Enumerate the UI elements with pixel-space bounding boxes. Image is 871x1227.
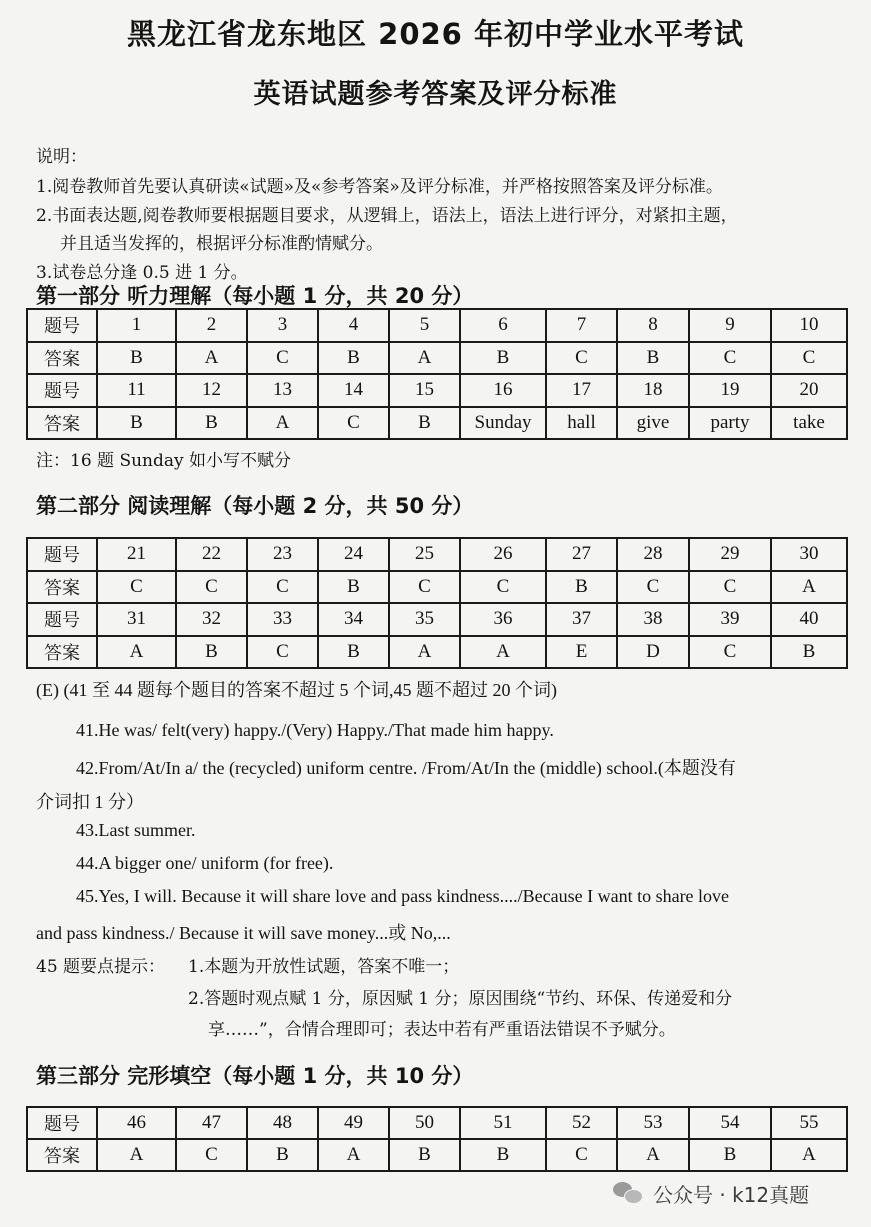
question-number-cell: 11 [97, 374, 176, 407]
question-number-cell: 36 [460, 603, 546, 636]
answer-cell: A [176, 342, 247, 375]
answer-cell: C [247, 571, 318, 604]
part1-answer-table [26, 308, 848, 440]
answer-cell: B [460, 1139, 546, 1171]
answer-cell: hall [546, 407, 617, 440]
answer-42: 42.From/At/In a/ the (recycled) uniform centre. /From/At/In the (middle) school.(本题没有 [76, 758, 736, 778]
answer-cell: C [771, 342, 847, 375]
question-number-cell: 18 [617, 374, 689, 407]
answer-cell: B [247, 1139, 318, 1171]
q45-tip-2: 2.答题时观点赋 1 分，原因赋 1 分；原因围绕“节约、环保、传递爱和分 [188, 989, 733, 1009]
answer-cell: Sunday [460, 407, 546, 440]
answer-cell: A [771, 571, 847, 604]
part1-note: 注：16 题 Sunday 如小写不赋分 [36, 451, 292, 471]
question-number-cell: 55 [771, 1107, 847, 1139]
question-number-cell: 17 [546, 374, 617, 407]
question-number-cell: 13 [247, 374, 318, 407]
question-number-cell: 49 [318, 1107, 389, 1139]
answer-cell: B [689, 1139, 771, 1171]
answer-45-cont: and pass kindness./ Because it will save money...或 No,... [36, 923, 451, 943]
question-number-cell: 26 [460, 538, 546, 571]
question-number-cell: 50 [389, 1107, 460, 1139]
question-number-cell: 25 [389, 538, 460, 571]
answer-cell: A [389, 636, 460, 669]
table-row [27, 538, 847, 571]
answer-cell: A [771, 1139, 847, 1171]
table-row [27, 342, 847, 375]
question-number-cell: 8 [617, 309, 689, 342]
q45-tip-1: 1.本题为开放性试题，答案不唯一； [188, 957, 460, 977]
part2-heading: 第二部分 阅读理解（每小题 2 分，共 50 分） [36, 494, 474, 518]
part3-answer-table [26, 1106, 848, 1172]
answer-cell: B [318, 342, 389, 375]
answer-cell: C [546, 1139, 617, 1171]
question-number-cell: 31 [97, 603, 176, 636]
question-number-cell: 6 [460, 309, 546, 342]
part3-heading: 第三部分 完形填空（每小题 1 分，共 10 分） [36, 1064, 474, 1088]
question-number-cell: 9 [689, 309, 771, 342]
answer-cell: C [247, 636, 318, 669]
answer-cell: A [97, 636, 176, 669]
answer-cell: take [771, 407, 847, 440]
answer-cell: B [389, 407, 460, 440]
question-number-cell: 48 [247, 1107, 318, 1139]
q45-tip-label: 45 题要点提示： [36, 957, 166, 977]
question-number-cell: 16 [460, 374, 546, 407]
answer-cell: give [617, 407, 689, 440]
answer-cell: C [389, 571, 460, 604]
question-number-cell: 5 [389, 309, 460, 342]
answer-cell: party [689, 407, 771, 440]
answer-cell: C [176, 1139, 247, 1171]
answer-cell: B [176, 636, 247, 669]
answer-cell: B [97, 342, 176, 375]
question-number-cell: 35 [389, 603, 460, 636]
answer-42-cont: 介词扣 1 分） [36, 792, 144, 812]
table-row [27, 603, 847, 636]
question-number-cell: 23 [247, 538, 318, 571]
answer-cell: B [771, 636, 847, 669]
question-number-cell: 38 [617, 603, 689, 636]
answer-cell: B [546, 571, 617, 604]
row-header-cell: 答案 [27, 571, 97, 604]
page-title: 黑龙江省龙东地区 2026 年初中学业水平考试 [127, 17, 744, 51]
answer-cell: D [617, 636, 689, 669]
question-number-cell: 32 [176, 603, 247, 636]
row-header-cell: 题号 [27, 603, 97, 636]
row-header-cell: 答案 [27, 342, 97, 375]
question-number-cell: 14 [318, 374, 389, 407]
answer-cell: C [460, 571, 546, 604]
question-number-cell: 15 [389, 374, 460, 407]
section-e-note: (E) (41 至 44 题每个题目的答案不超过 5 个词,45 题不超过 20 个词) [36, 680, 557, 700]
question-number-cell: 1 [97, 309, 176, 342]
row-header-cell: 题号 [27, 374, 97, 407]
row-header-cell: 答案 [27, 1139, 97, 1171]
answer-cell: C [176, 571, 247, 604]
answer-cell: B [97, 407, 176, 440]
answer-cell: B [318, 571, 389, 604]
question-number-cell: 40 [771, 603, 847, 636]
answer-45: 45.Yes, I will. Because it will share love and pass kindness..../Because I want to share love [76, 886, 730, 906]
question-number-cell: 29 [689, 538, 771, 571]
answer-cell: C [617, 571, 689, 604]
page-subtitle: 英语试题参考答案及评分标准 [253, 79, 618, 110]
question-number-cell: 28 [617, 538, 689, 571]
answer-cell: C [689, 636, 771, 669]
answer-cell: A [389, 342, 460, 375]
table-row [27, 1139, 847, 1171]
note-item-3: 3.试卷总分逢 0.5 进 1 分。 [36, 263, 248, 283]
row-header-cell: 题号 [27, 1107, 97, 1139]
question-number-cell: 37 [546, 603, 617, 636]
note-item-1: 1.阅卷教师首先要认真研读«试题»及«参考答案»及评分标准，并严格按照答案及评分标准。 [36, 177, 723, 197]
answer-cell: C [689, 342, 771, 375]
watermark-text: 公众号 · k12真题 [653, 1182, 810, 1207]
row-header-cell: 题号 [27, 538, 97, 571]
question-number-cell: 21 [97, 538, 176, 571]
table-row [27, 309, 847, 342]
answer-cell: B [617, 342, 689, 375]
answer-cell: C [546, 342, 617, 375]
question-number-cell: 24 [318, 538, 389, 571]
answer-cell: A [247, 407, 318, 440]
answer-cell: B [460, 342, 546, 375]
wechat-icon [613, 1180, 643, 1206]
question-number-cell: 20 [771, 374, 847, 407]
answer-cell: B [176, 407, 247, 440]
answer-cell: C [247, 342, 318, 375]
table-row [27, 407, 847, 440]
question-number-cell: 7 [546, 309, 617, 342]
table-row [27, 571, 847, 604]
answer-41: 41.He was/ felt(very) happy./(Very) Happy./That made him happy. [76, 720, 554, 740]
question-number-cell: 2 [176, 309, 247, 342]
question-number-cell: 30 [771, 538, 847, 571]
answer-cell: A [97, 1139, 176, 1171]
question-number-cell: 54 [689, 1107, 771, 1139]
question-number-cell: 33 [247, 603, 318, 636]
part1-heading: 第一部分 听力理解（每小题 1 分，共 20 分） [36, 284, 474, 308]
question-number-cell: 47 [176, 1107, 247, 1139]
answer-cell: A [617, 1139, 689, 1171]
part2-answer-table [26, 537, 848, 669]
question-number-cell: 4 [318, 309, 389, 342]
table-row [27, 1107, 847, 1139]
table-row [27, 374, 847, 407]
question-number-cell: 22 [176, 538, 247, 571]
answer-cell: B [318, 636, 389, 669]
row-header-cell: 答案 [27, 636, 97, 669]
row-header-cell: 题号 [27, 309, 97, 342]
row-header-cell: 答案 [27, 407, 97, 440]
watermark [613, 1176, 858, 1210]
question-number-cell: 34 [318, 603, 389, 636]
answer-44: 44.A bigger one/ uniform (for free). [76, 853, 334, 873]
question-number-cell: 19 [689, 374, 771, 407]
table-row [27, 636, 847, 669]
question-number-cell: 27 [546, 538, 617, 571]
q45-tip-2-cont: 享……”，合情合理即可；表达中若有严重语法错误不予赋分。 [208, 1020, 676, 1040]
answer-cell: C [689, 571, 771, 604]
question-number-cell: 53 [617, 1107, 689, 1139]
question-number-cell: 12 [176, 374, 247, 407]
answer-43: 43.Last summer. [76, 820, 196, 840]
answer-cell: A [318, 1139, 389, 1171]
answer-cell: E [546, 636, 617, 669]
answer-cell: C [318, 407, 389, 440]
note-item-2: 2.书面表达题,阅卷教师要根据题目要求，从逻辑上，语法上，语法上进行评分，对紧扣主题， [36, 206, 738, 226]
note-item-2-cont: 并且适当发挥的，根据评分标准酌情赋分。 [60, 234, 383, 254]
question-number-cell: 10 [771, 309, 847, 342]
question-number-cell: 46 [97, 1107, 176, 1139]
question-number-cell: 52 [546, 1107, 617, 1139]
notes-heading: 说明： [36, 147, 87, 167]
answer-cell: C [97, 571, 176, 604]
question-number-cell: 51 [460, 1107, 546, 1139]
question-number-cell: 3 [247, 309, 318, 342]
answer-cell: B [389, 1139, 460, 1171]
answer-cell: A [460, 636, 546, 669]
question-number-cell: 39 [689, 603, 771, 636]
